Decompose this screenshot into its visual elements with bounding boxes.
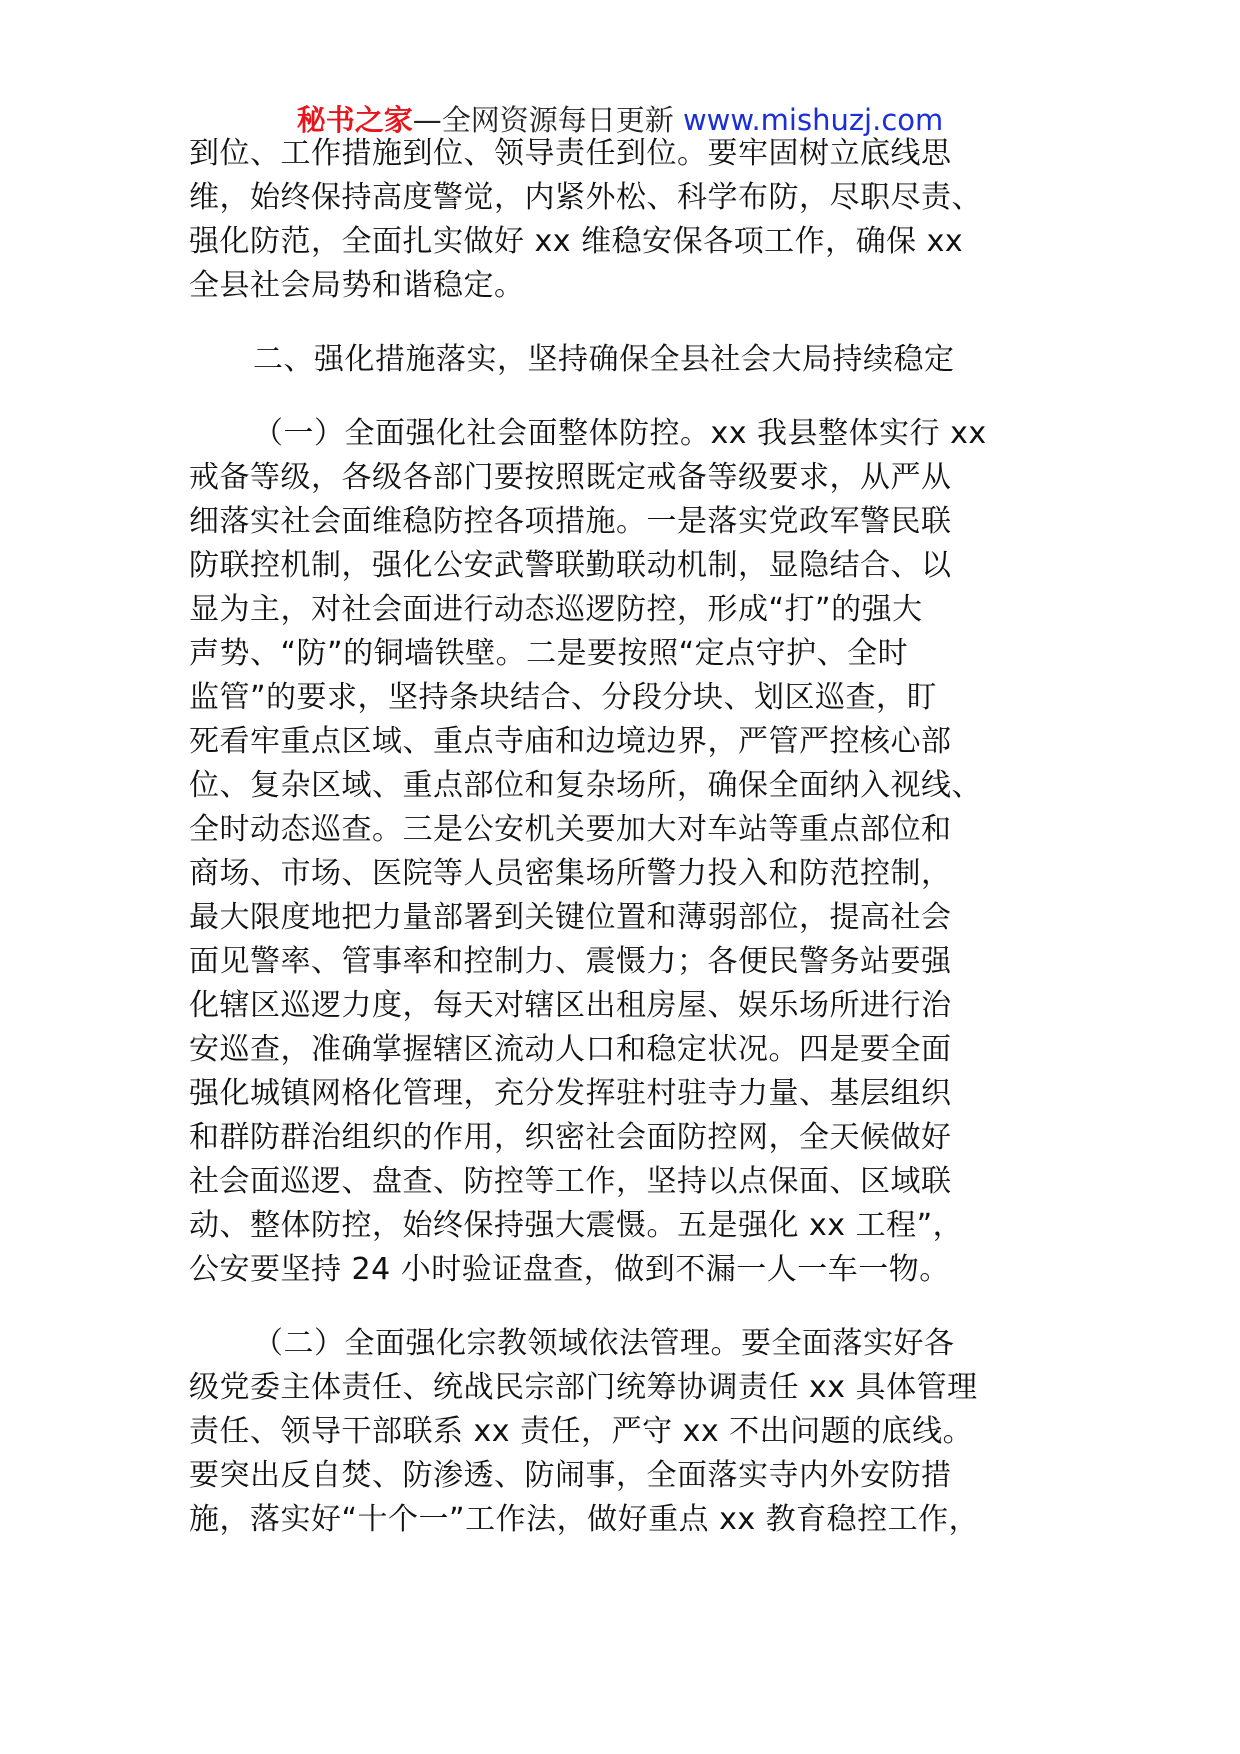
text-line: 最大限度地把力量部署到关键位置和薄弱部位，提高社会 [189, 900, 952, 935]
text-line: （一）全面强化社会面整体防控。xx 我县整体实行 xx [253, 416, 987, 451]
text-line: 要突出反自焚、防渗透、防闹事，全面落实寺内外安防措 [189, 1458, 952, 1493]
text-line: 安巡查，准确掌握辖区流动人口和稳定状况。四是要全面 [189, 1032, 952, 1067]
text-line: 到位、工作措施到位、领导责任到位。要牢固树立底线思 [189, 136, 952, 171]
text-line: 公安要坚持 24 小时验证盘查，做到不漏一人一车一物。 [189, 1252, 950, 1287]
text-line: 监管”的要求，坚持条块结合、分段分块、划区巡查，盯 [189, 680, 938, 715]
text-line: 动、整体防控，始终保持强大震慑。五是强化 xx 工程”， [189, 1208, 964, 1243]
text-line: 戒备等级，各级各部门要按照既定戒备等级要求，从严从 [189, 460, 952, 495]
text-line: 商场、市场、医院等人员密集场所警力投入和防范控制， [189, 856, 952, 891]
text-line: 位、复杂区域、重点部位和复杂场所，确保全面纳入视线、 [189, 768, 982, 803]
text-line: 面见警率、管事率和控制力、震慑力；各便民警务站要强 [189, 944, 952, 979]
text-line: 化辖区巡逻力度，每天对辖区出租房屋、娱乐场所进行治 [189, 988, 952, 1023]
text-line: 死看牢重点区域、重点寺庙和边境边界，严管严控核心部 [189, 724, 952, 759]
header-tagline: —全网资源每日更新 [412, 103, 683, 137]
text-line: 全县社会局势和谐稳定。 [189, 268, 525, 303]
paragraph-2 [189, 412, 1069, 1292]
text-line: 声势、“防”的铜墙铁壁。二是要按照“定点守护、全时 [189, 636, 909, 671]
text-line: 强化城镇网格化管理，充分发挥驻村驻寺力量、基层组织 [189, 1076, 952, 1111]
text-line: 细落实社会面维稳防控各项措施。一是落实党政军警民联 [189, 504, 952, 539]
site-url-link[interactable]: www.mishuzj.com [682, 103, 944, 137]
paragraph-3 [189, 1322, 1069, 1542]
text-line: （二）全面强化宗教领域依法管理。要全面落实好各 [253, 1326, 955, 1361]
brand-name: 秘书之家 [296, 103, 413, 137]
text-line: 和群防群治组织的作用，织密社会面防控网，全天候做好 [189, 1120, 952, 1155]
document-body [189, 132, 1069, 1572]
text-line: 二、强化措施落实，坚持确保全县社会大局持续稳定 [253, 342, 955, 377]
paragraph-1 [189, 132, 1069, 308]
text-line: 防联控机制，强化公安武警联勤联动机制，显隐结合、以 [189, 548, 952, 583]
section-heading [189, 338, 1069, 382]
text-line: 显为主，对社会面进行动态巡逻防控，形成“打”的强大 [189, 592, 923, 627]
text-line: 施，落实好“十个一”工作法，做好重点 xx 教育稳控工作， [189, 1502, 980, 1537]
text-line: 责任、领导干部联系 xx 责任，严守 xx 不出问题的底线。 [189, 1414, 974, 1449]
text-line: 强化防范，全面扎实做好 xx 维稳安保各项工作，确保 xx [189, 224, 964, 259]
text-line: 维，始终保持高度警觉，内紧外松、科学布防，尽职尽责、 [189, 180, 982, 215]
text-line: 全时动态巡查。三是公安机关要加大对车站等重点部位和 [189, 812, 952, 847]
text-line: 社会面巡逻、盘查、防控等工作，坚持以点保面、区域联 [189, 1164, 952, 1199]
text-line: 级党委主体责任、统战民宗部门统筹协调责任 xx 具体管理 [189, 1370, 978, 1405]
